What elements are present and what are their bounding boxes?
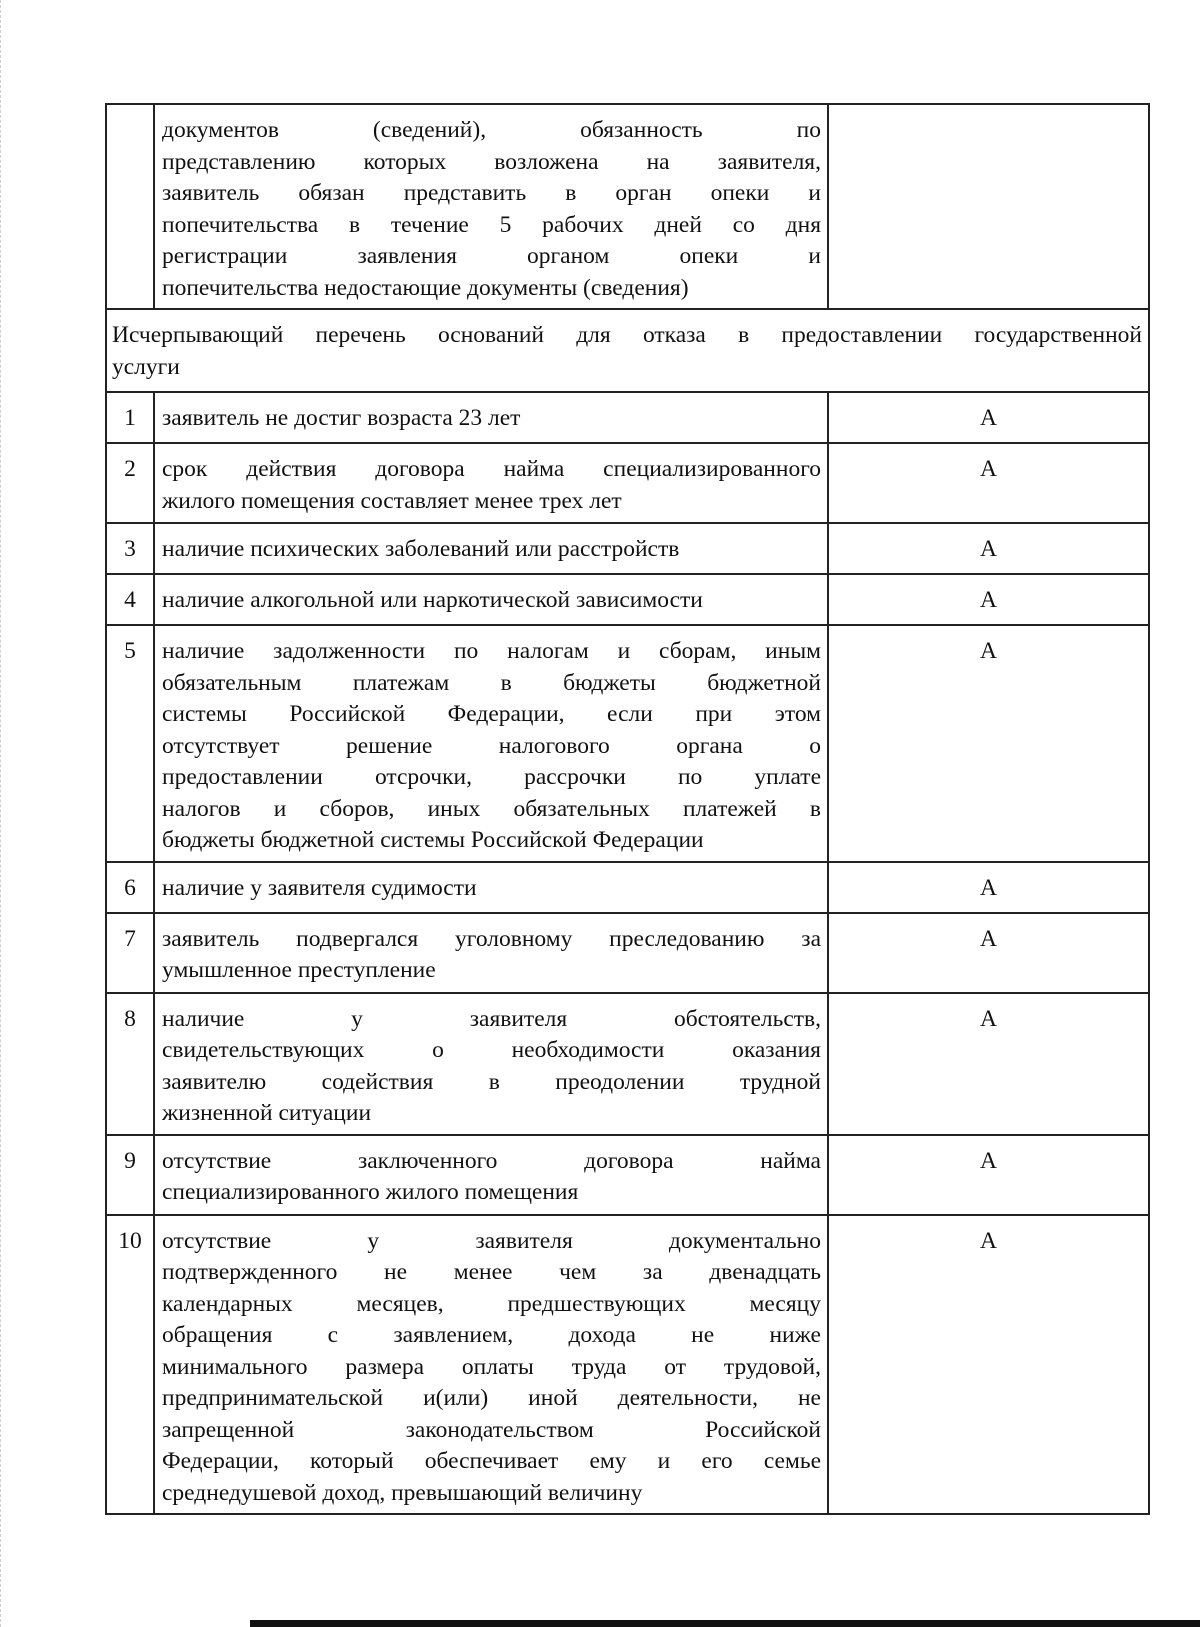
text-line: заявитель не достиг возраста 23 лет <box>162 405 521 431</box>
text-line: жизненной ситуации <box>162 1100 372 1126</box>
row-text-cell <box>154 625 828 862</box>
table-row <box>106 913 1149 993</box>
table-row <box>106 1135 1149 1215</box>
text-line: Федерации, который обеспечивает ему и его семье <box>162 1448 821 1474</box>
table-row <box>106 625 1149 862</box>
section-header-row <box>106 309 1149 392</box>
text-line: предпринимательской и(или) иной деятельности, не <box>162 1385 821 1411</box>
row-code-cell: А <box>828 574 1149 625</box>
row-code-cell: А <box>828 1215 1149 1515</box>
table-row <box>106 392 1149 443</box>
text-line: документов (сведений), обязанность по <box>162 117 821 143</box>
text-line: попечительства недостающие документы (сведения) <box>162 274 689 301</box>
row-number-cell: 3 <box>106 523 154 574</box>
text-line: календарных месяцев, предшествующих месяцу <box>162 1290 821 1317</box>
table-body <box>106 104 1149 1514</box>
text-line: специализированного жилого помещения <box>162 1179 579 1205</box>
row-text-cell <box>154 574 828 625</box>
text-line: наличие у заявителя обстоятельств, <box>162 1005 821 1032</box>
row-number-cell: 7 <box>106 913 154 993</box>
text-line: минимального размера оплаты труда от трудовой, <box>162 1353 821 1380</box>
row-text-cell <box>154 104 828 309</box>
section-header-cell <box>106 309 1149 392</box>
row-number-cell: 9 <box>106 1135 154 1215</box>
row-number-cell: 2 <box>106 443 154 523</box>
row-text-cell <box>154 913 828 993</box>
scan-edge-artifact <box>0 0 7 1627</box>
row-text-cell <box>154 443 828 523</box>
text-line: отсутствует решение налогового органа о <box>162 732 821 759</box>
table-row <box>106 993 1149 1135</box>
row-text-cell <box>154 1215 828 1515</box>
text-line: жилого помещения составляет менее трех лет <box>162 487 622 514</box>
row-text-cell <box>154 392 828 443</box>
row-number-cell: 4 <box>106 574 154 625</box>
row-number-cell: 5 <box>106 625 154 862</box>
section-header-line: Исчерпывающий перечень оснований для отказа в предоставлении государственной <box>112 322 1142 348</box>
row-text-cell <box>154 523 828 574</box>
text-line: налогов и сборов, иных обязательных платежей в <box>162 795 821 822</box>
table-row-continuation <box>106 104 1149 309</box>
row-code-cell <box>828 104 1149 309</box>
text-line: среднедушевой доход, превышающий величину <box>162 1479 643 1506</box>
text-line: предоставлении отсрочки, рассрочки по уплате <box>162 764 821 790</box>
text-line: регистрации заявления органом опеки и <box>162 243 821 269</box>
text-line: подтвержденного не менее чем за двенадцать <box>162 1259 821 1285</box>
text-line: заявителю содействия в преодолении трудной <box>162 1068 821 1095</box>
row-number-cell: 8 <box>106 993 154 1135</box>
text-line: заявитель подвергался уголовному преследованию за <box>162 925 821 952</box>
text-line: заявитель обязан представить в орган опеки и <box>162 180 821 206</box>
row-code-cell: А <box>828 913 1149 993</box>
row-code-cell: А <box>828 392 1149 443</box>
text-line: запрещенной законодательством Российской <box>162 1416 821 1443</box>
text-line: наличие алкогольной или наркотической зависимости <box>162 587 703 613</box>
text-line: обращения с заявлением, дохода не ниже <box>162 1322 821 1348</box>
text-line: наличие психических заболеваний или расстройств <box>162 536 680 562</box>
row-number-cell: 1 <box>106 392 154 443</box>
text-line: попечительства в течение 5 рабочих дней со дня <box>162 211 821 238</box>
text-line: наличие задолженности по налогам и сборам, иным <box>162 638 821 664</box>
section-header-line: услуги <box>112 353 180 380</box>
text-line: представлению которых возложена на заявителя, <box>162 148 821 175</box>
text-line: бюджеты бюджетной системы Российской Федерации <box>162 827 704 853</box>
row-text-cell <box>154 993 828 1135</box>
text-line: умышленное преступление <box>162 957 436 983</box>
row-code-cell: А <box>828 523 1149 574</box>
scan-bottom-artifact <box>250 1620 1200 1627</box>
table-row <box>106 862 1149 913</box>
row-number-cell: 10 <box>106 1215 154 1515</box>
row-code-cell: А <box>828 862 1149 913</box>
text-line: срок действия договора найма специализированного <box>162 456 821 482</box>
table-row <box>106 443 1149 523</box>
row-code-cell: А <box>828 443 1149 523</box>
row-text-cell <box>154 1135 828 1215</box>
row-code-cell: А <box>828 625 1149 862</box>
row-number-cell <box>106 104 154 309</box>
row-text-cell <box>154 862 828 913</box>
refusal-grounds-table <box>105 103 1150 1515</box>
text-line: отсутствие у заявителя документально <box>162 1227 821 1254</box>
text-line: наличие у заявителя судимости <box>162 874 477 901</box>
row-code-cell: А <box>828 993 1149 1135</box>
row-code-cell: А <box>828 1135 1149 1215</box>
text-line: системы Российской Федерации, если при этом <box>162 701 821 727</box>
text-line: свидетельствующих о необходимости оказания <box>162 1037 821 1063</box>
text-line: обязательным платежам в бюджеты бюджетной <box>162 669 821 696</box>
text-line: отсутствие заключенного договора найма <box>162 1147 821 1174</box>
table-row <box>106 574 1149 625</box>
table-row <box>106 523 1149 574</box>
table-row <box>106 1215 1149 1515</box>
row-number-cell: 6 <box>106 862 154 913</box>
